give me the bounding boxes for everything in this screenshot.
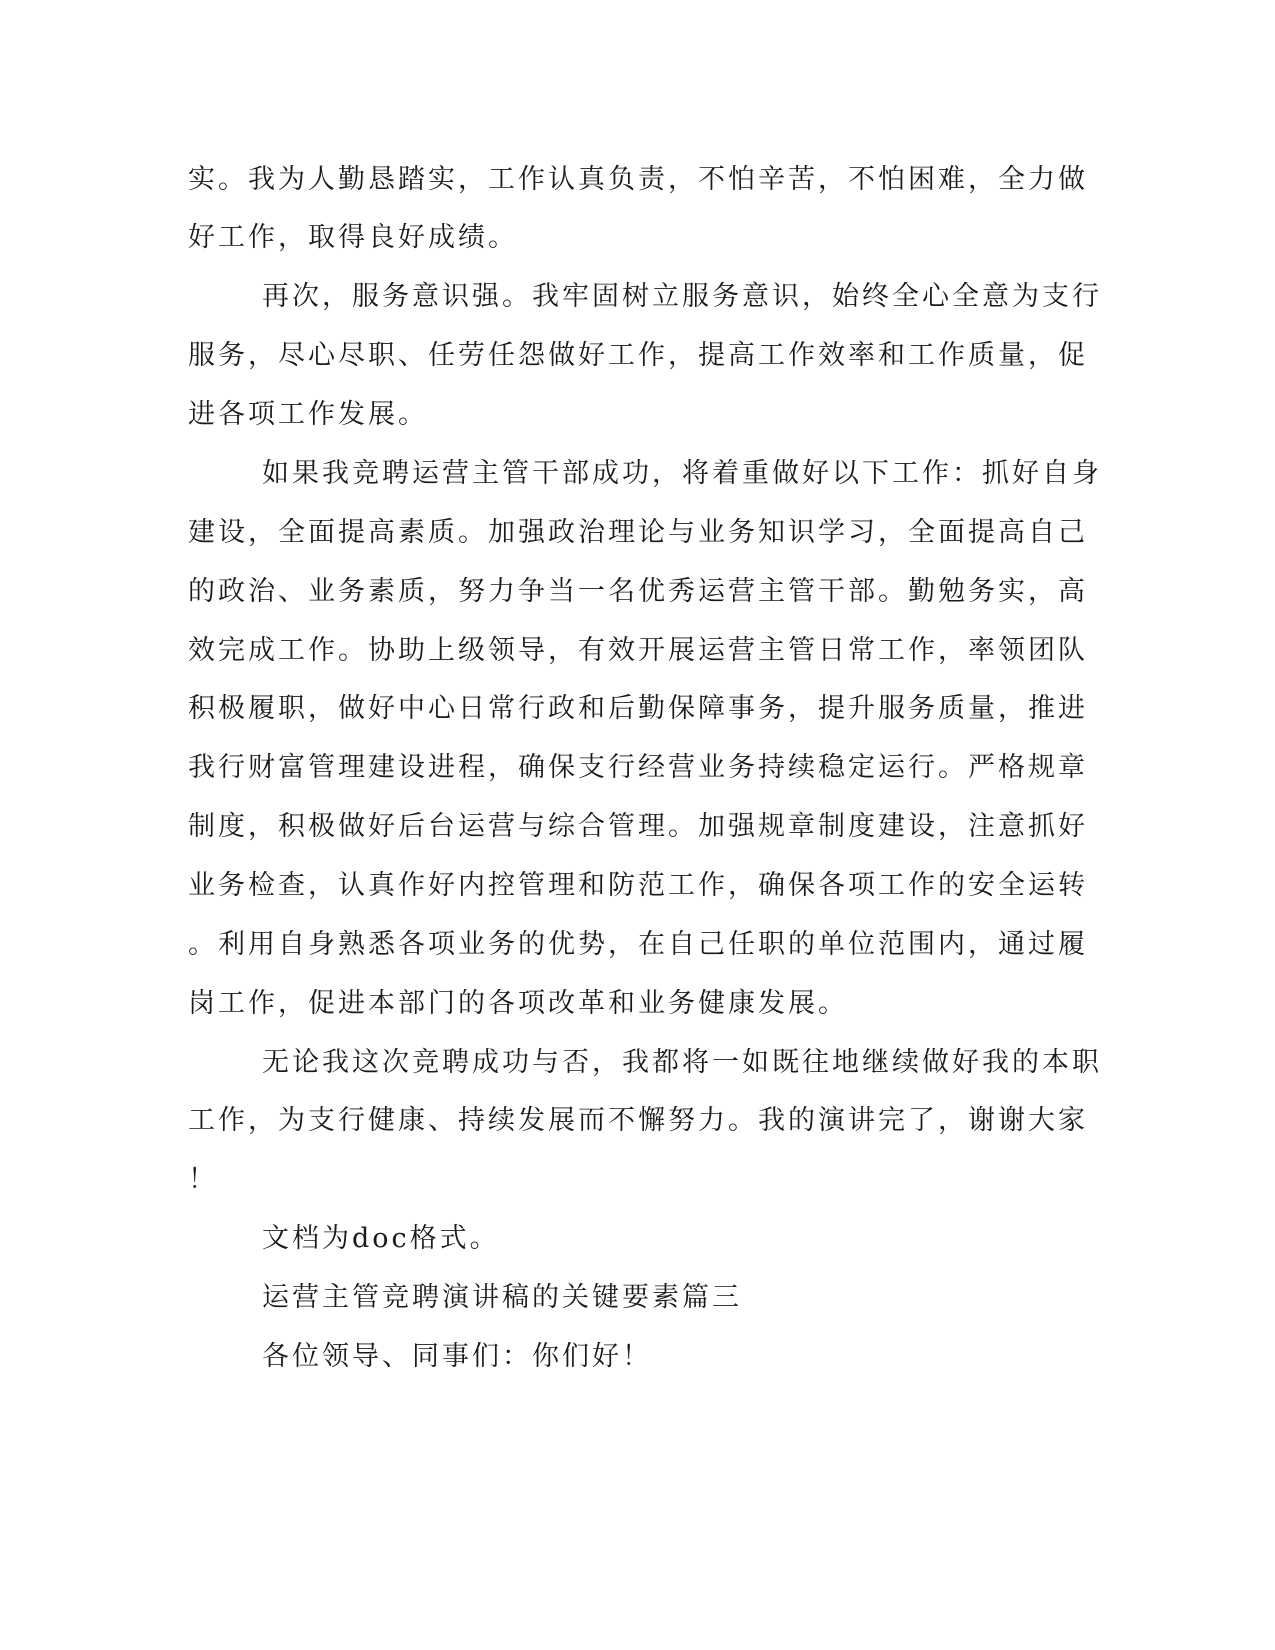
text-line: 进各项工作发展。: [188, 399, 428, 430]
text-line: 效完成工作。协助上级领导，有效开展运营主管日常工作，率领团队: [188, 635, 1088, 666]
text-line: 服务，尽心尽职、任劳任怨做好工作，提高工作效率和工作质量，促: [188, 340, 1088, 371]
section-heading: 运营主管竞聘演讲稿的关键要素篇三: [262, 1282, 742, 1313]
text-line: 文档为doc格式。: [262, 1223, 500, 1254]
text-line: 积极履职，做好中心日常行政和后勤保障事务，提升服务质量，推进: [188, 693, 1088, 724]
text-line: 实。我为人勤恳踏实，工作认真负责，不怕辛苦，不怕困难，全力做: [188, 164, 1088, 195]
text-line: 无论我这次竞聘成功与否，我都将一如既往地继续做好我的本职: [262, 1047, 1102, 1078]
text-line: 。利用自身熟悉各项业务的优势，在自己任职的单位范围内，通过履: [188, 929, 1088, 960]
text-line: 各位领导、同事们：你们好！: [262, 1341, 652, 1372]
text-line: 岗工作，促进本部门的各项改革和业务健康发展。: [188, 988, 848, 1019]
text-line: 制度，积极做好后台运营与综合管理。加强规章制度建设，注意抓好: [188, 811, 1088, 842]
text-line: 业务检查，认真作好内控管理和防范工作，确保各项工作的安全运转: [188, 870, 1088, 901]
text-line: ！: [188, 1164, 218, 1195]
text-line: 我行财富管理建设进程，确保支行经营业务持续稳定运行。严格规章: [188, 752, 1088, 783]
text-line: 如果我竞聘运营主管干部成功，将着重做好以下工作：抓好自身: [262, 458, 1102, 489]
text-line: 好工作，取得良好成绩。: [188, 222, 518, 253]
text-line: 的政治、业务素质，努力争当一名优秀运营主管干部。勤勉务实，高: [188, 576, 1088, 607]
text-line: 再次，服务意识强。我牢固树立服务意识，始终全心全意为支行: [262, 281, 1102, 312]
text-line: 建设，全面提高素质。加强政治理论与业务知识学习，全面提高自己: [188, 517, 1088, 548]
text-line: 工作，为支行健康、持续发展而不懈努力。我的演讲完了，谢谢大家: [188, 1105, 1088, 1136]
